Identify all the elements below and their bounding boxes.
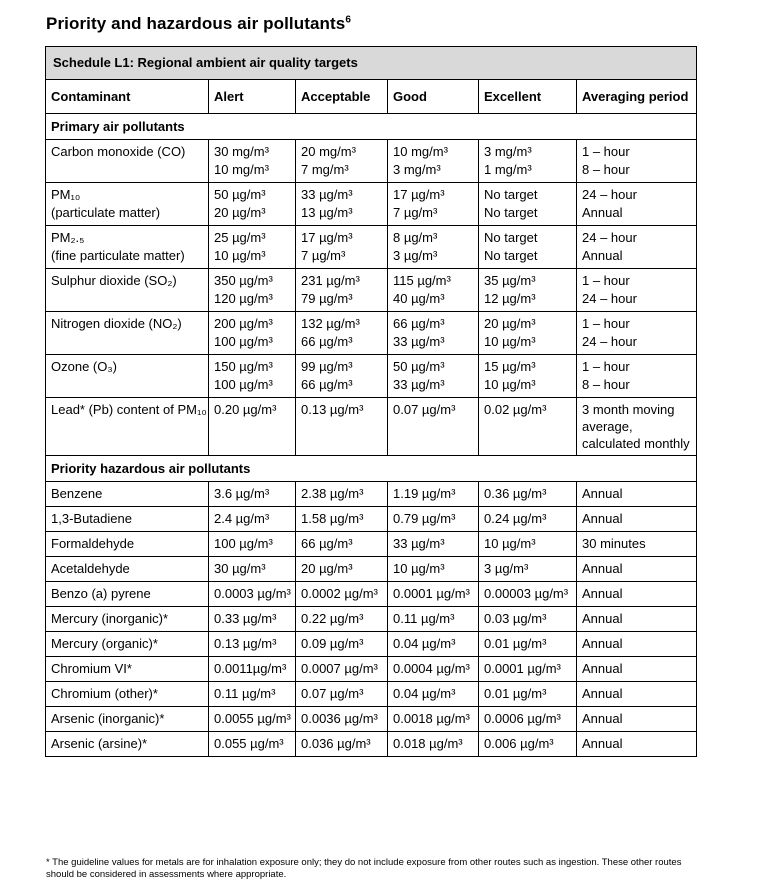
excellent-value: 10 µg/m³ — [484, 536, 536, 551]
alert-value: 0.20 µg/m³ — [214, 402, 277, 417]
excellent-value: 1 mg/m³ — [484, 162, 532, 177]
contaminant-cell — [46, 557, 209, 582]
good-value: 10 µg/m³ — [393, 561, 445, 576]
period-value: Annual — [582, 686, 623, 701]
acceptable-cell — [296, 398, 388, 456]
alert-cell — [209, 507, 296, 532]
good-cell — [388, 532, 479, 557]
good-value: 1.19 µg/m³ — [393, 486, 456, 501]
header-good: Good — [388, 80, 479, 114]
alert-value: 0.0003 µg/m³ — [214, 586, 291, 601]
good-value: 3 mg/m³ — [393, 162, 441, 177]
excellent-value: No target — [484, 205, 538, 220]
alert-cell — [209, 657, 296, 682]
excellent-value: 3 µg/m³ — [484, 561, 529, 576]
alert-value: 30 µg/m³ — [214, 561, 266, 576]
good-cell — [388, 707, 479, 732]
table-row — [46, 657, 697, 682]
acceptable-value: 66 µg/m³ — [301, 334, 353, 349]
acceptable-cell — [296, 507, 388, 532]
alert-value: 0.0055 µg/m³ — [214, 711, 291, 726]
period-cell — [577, 312, 697, 355]
contaminant-value: (particulate matter) — [51, 205, 161, 220]
acceptable-cell — [296, 632, 388, 657]
acceptable-value: 0.0036 µg/m³ — [301, 711, 378, 726]
contaminant-value: Ozone (O₃) — [51, 359, 117, 374]
excellent-cell — [479, 507, 577, 532]
excellent-value: 0.0001 µg/m³ — [484, 661, 561, 676]
section-row — [46, 114, 697, 140]
excellent-value: 0.24 µg/m³ — [484, 511, 547, 526]
good-value: 0.018 µg/m³ — [393, 736, 463, 751]
excellent-value: 10 µg/m³ — [484, 334, 536, 349]
excellent-value: 0.00003 µg/m³ — [484, 586, 569, 601]
section-row — [46, 456, 697, 482]
period-value: Annual — [582, 711, 623, 726]
contaminant-cell — [46, 355, 209, 398]
excellent-value: 0.02 µg/m³ — [484, 402, 547, 417]
acceptable-cell — [296, 732, 388, 757]
period-value: 24 – hour — [582, 334, 637, 349]
period-value: 24 – hour — [582, 230, 637, 245]
excellent-value: 0.006 µg/m³ — [484, 736, 554, 751]
excellent-cell — [479, 632, 577, 657]
acceptable-cell — [296, 482, 388, 507]
contaminant-value: Sulphur dioxide (SO₂) — [51, 273, 177, 288]
good-cell — [388, 269, 479, 312]
excellent-cell — [479, 607, 577, 632]
alert-value: 2.4 µg/m³ — [214, 511, 270, 526]
acceptable-value: 33 µg/m³ — [301, 187, 353, 202]
table-row — [46, 732, 697, 757]
good-cell — [388, 657, 479, 682]
alert-value: 10 µg/m³ — [214, 248, 266, 263]
acceptable-value: 2.38 µg/m³ — [301, 486, 364, 501]
alert-cell — [209, 707, 296, 732]
excellent-cell — [479, 269, 577, 312]
period-value: 3 month moving average, calculated monthly — [582, 402, 690, 451]
period-cell — [577, 582, 697, 607]
contaminant-value: Benzene — [51, 486, 103, 501]
contaminant-value: Arsenic (inorganic)* — [51, 711, 165, 726]
excellent-value: 35 µg/m³ — [484, 273, 536, 288]
period-value: Annual — [582, 586, 623, 601]
good-cell — [388, 607, 479, 632]
alert-cell — [209, 607, 296, 632]
alert-cell — [209, 482, 296, 507]
alert-value: 50 µg/m³ — [214, 187, 266, 202]
excellent-cell — [479, 532, 577, 557]
period-value: 8 – hour — [582, 377, 630, 392]
good-cell — [388, 355, 479, 398]
good-value: 33 µg/m³ — [393, 536, 445, 551]
excellent-cell — [479, 707, 577, 732]
acceptable-value: 17 µg/m³ — [301, 230, 353, 245]
excellent-value: 0.03 µg/m³ — [484, 611, 547, 626]
contaminant-cell — [46, 312, 209, 355]
good-cell — [388, 632, 479, 657]
contaminant-cell — [46, 140, 209, 183]
excellent-cell — [479, 398, 577, 456]
period-cell — [577, 707, 697, 732]
acceptable-cell — [296, 682, 388, 707]
contaminant-value: PM₁₀ — [51, 187, 81, 202]
excellent-cell — [479, 355, 577, 398]
contaminant-value: PM₂.₅ — [51, 230, 85, 245]
period-value: Annual — [582, 511, 623, 526]
period-value: 1 – hour — [582, 273, 630, 288]
excellent-value: 0.0006 µg/m³ — [484, 711, 561, 726]
contaminant-cell — [46, 532, 209, 557]
acceptable-cell — [296, 226, 388, 269]
period-cell — [577, 355, 697, 398]
acceptable-value: 0.07 µg/m³ — [301, 686, 364, 701]
acceptable-cell — [296, 269, 388, 312]
period-cell — [577, 269, 697, 312]
period-cell — [577, 607, 697, 632]
excellent-cell — [479, 140, 577, 183]
acceptable-value: 79 µg/m³ — [301, 291, 353, 306]
good-cell — [388, 582, 479, 607]
table-row — [46, 312, 697, 355]
period-value: Annual — [582, 611, 623, 626]
contaminant-cell — [46, 507, 209, 532]
header-excellent: Excellent — [479, 80, 577, 114]
good-value: 0.07 µg/m³ — [393, 402, 456, 417]
excellent-value: 0.01 µg/m³ — [484, 686, 547, 701]
acceptable-cell — [296, 355, 388, 398]
period-value: Annual — [582, 248, 623, 263]
excellent-value: No target — [484, 248, 538, 263]
acceptable-cell — [296, 582, 388, 607]
alert-cell — [209, 682, 296, 707]
acceptable-value: 0.09 µg/m³ — [301, 636, 364, 651]
good-value: 3 µg/m³ — [393, 248, 438, 263]
period-cell — [577, 682, 697, 707]
table-row — [46, 398, 697, 456]
period-value: 24 – hour — [582, 187, 637, 202]
contaminant-value: Chromium VI* — [51, 661, 132, 676]
alert-cell — [209, 557, 296, 582]
excellent-value: 3 mg/m³ — [484, 144, 532, 159]
contaminant-cell — [46, 398, 209, 456]
table-row — [46, 482, 697, 507]
table-row — [46, 355, 697, 398]
good-cell — [388, 183, 479, 226]
header-row — [46, 80, 697, 114]
table-row — [46, 269, 697, 312]
alert-value: 25 µg/m³ — [214, 230, 266, 245]
contaminant-value: Benzo (a) pyrene — [51, 586, 151, 601]
alert-cell — [209, 269, 296, 312]
good-value: 0.04 µg/m³ — [393, 686, 456, 701]
period-cell — [577, 507, 697, 532]
header-alert: Alert — [209, 80, 296, 114]
alert-value: 100 µg/m³ — [214, 536, 273, 551]
acceptable-value: 231 µg/m³ — [301, 273, 360, 288]
period-value: 1 – hour — [582, 359, 630, 374]
excellent-cell — [479, 557, 577, 582]
alert-cell — [209, 140, 296, 183]
good-cell — [388, 226, 479, 269]
acceptable-cell — [296, 657, 388, 682]
excellent-value: 20 µg/m³ — [484, 316, 536, 331]
excellent-value: No target — [484, 230, 538, 245]
good-value: 115 µg/m³ — [393, 273, 451, 288]
alert-cell — [209, 183, 296, 226]
table-row — [46, 682, 697, 707]
good-value: 0.11 µg/m³ — [393, 611, 455, 626]
good-value: 50 µg/m³ — [393, 359, 445, 374]
contaminant-value: 1,3-Butadiene — [51, 511, 132, 526]
good-cell — [388, 682, 479, 707]
acceptable-cell — [296, 607, 388, 632]
contaminant-cell — [46, 226, 209, 269]
acceptable-value: 7 µg/m³ — [301, 248, 346, 263]
period-cell — [577, 183, 697, 226]
excellent-cell — [479, 183, 577, 226]
alert-value: 0.13 µg/m³ — [214, 636, 277, 651]
excellent-cell — [479, 657, 577, 682]
table-row — [46, 507, 697, 532]
contaminant-cell — [46, 707, 209, 732]
acceptable-value: 0.0007 µg/m³ — [301, 661, 378, 676]
header-contaminant: Contaminant — [46, 80, 209, 114]
contaminant-cell — [46, 482, 209, 507]
excellent-value: 0.01 µg/m³ — [484, 636, 547, 651]
contaminant-value: Mercury (inorganic)* — [51, 611, 169, 626]
period-cell — [577, 557, 697, 582]
good-value: 8 µg/m³ — [393, 230, 438, 245]
table-row — [46, 226, 697, 269]
alert-cell — [209, 732, 296, 757]
good-cell — [388, 482, 479, 507]
alert-cell — [209, 312, 296, 355]
acceptable-value: 20 mg/m³ — [301, 144, 356, 159]
contaminant-value: Mercury (organic)* — [51, 636, 158, 651]
contaminant-cell — [46, 269, 209, 312]
period-value: 8 – hour — [582, 162, 630, 177]
period-cell — [577, 532, 697, 557]
alert-value: 3.6 µg/m³ — [214, 486, 270, 501]
acceptable-value: 66 µg/m³ — [301, 536, 353, 551]
good-value: 0.04 µg/m³ — [393, 636, 456, 651]
acceptable-value: 0.22 µg/m³ — [301, 611, 364, 626]
alert-value: 0.11 µg/m³ — [214, 686, 276, 701]
table-row — [46, 183, 697, 226]
excellent-cell — [479, 582, 577, 607]
period-value: Annual — [582, 661, 623, 676]
period-cell — [577, 732, 697, 757]
acceptable-cell — [296, 140, 388, 183]
excellent-cell — [479, 482, 577, 507]
acceptable-value: 20 µg/m³ — [301, 561, 353, 576]
contaminant-cell — [46, 607, 209, 632]
contaminant-value: Formaldehyde — [51, 536, 135, 551]
period-cell — [577, 632, 697, 657]
contaminant-value: Acetaldehyde — [51, 561, 130, 576]
excellent-value: No target — [484, 187, 538, 202]
alert-cell — [209, 532, 296, 557]
good-cell — [388, 557, 479, 582]
acceptable-value: 132 µg/m³ — [301, 316, 360, 331]
good-value: 40 µg/m³ — [393, 291, 445, 306]
alert-value: 350 µg/m³ — [214, 273, 273, 288]
contaminant-value: Chromium (other)* — [51, 686, 158, 701]
alert-value: 200 µg/m³ — [214, 316, 273, 331]
title-footnote-marker: 6 — [345, 14, 352, 26]
period-value: 30 minutes — [582, 536, 646, 551]
period-value: 1 – hour — [582, 316, 630, 331]
good-cell — [388, 732, 479, 757]
acceptable-value: 66 µg/m³ — [301, 377, 353, 392]
good-value: 10 mg/m³ — [393, 144, 448, 159]
header-acceptable: Acceptable — [296, 80, 388, 114]
alert-value: 100 µg/m³ — [214, 334, 273, 349]
contaminant-cell — [46, 632, 209, 657]
acceptable-value: 99 µg/m³ — [301, 359, 353, 374]
period-value: 1 – hour — [582, 144, 630, 159]
alert-cell — [209, 398, 296, 456]
excellent-cell — [479, 732, 577, 757]
acceptable-value: 1.58 µg/m³ — [301, 511, 364, 526]
acceptable-value: 0.13 µg/m³ — [301, 402, 364, 417]
period-cell — [577, 140, 697, 183]
contaminant-cell — [46, 582, 209, 607]
table-row — [46, 532, 697, 557]
alert-value: 30 mg/m³ — [214, 144, 269, 159]
excellent-cell — [479, 226, 577, 269]
contaminant-cell — [46, 183, 209, 226]
contaminant-value: Carbon monoxide (CO) — [51, 144, 186, 159]
acceptable-cell — [296, 183, 388, 226]
alert-cell — [209, 632, 296, 657]
alert-value: 0.0011µg/m³ — [214, 661, 287, 676]
period-value: 24 – hour — [582, 291, 637, 306]
period-value: Annual — [582, 486, 623, 501]
table-row — [46, 632, 697, 657]
alert-cell — [209, 355, 296, 398]
good-value: 0.79 µg/m³ — [393, 511, 456, 526]
alert-cell — [209, 226, 296, 269]
period-value: Annual — [582, 205, 623, 220]
good-cell — [388, 140, 479, 183]
alert-cell — [209, 582, 296, 607]
table-row — [46, 140, 697, 183]
excellent-value: 0.36 µg/m³ — [484, 486, 547, 501]
header-averaging-period: Averaging period — [577, 80, 697, 114]
air-quality-targets-table — [45, 46, 697, 757]
excellent-cell — [479, 312, 577, 355]
alert-value: 0.33 µg/m³ — [214, 611, 277, 626]
good-value: 66 µg/m³ — [393, 316, 445, 331]
alert-value: 100 µg/m³ — [214, 377, 273, 392]
table-row — [46, 707, 697, 732]
acceptable-value: 0.036 µg/m³ — [301, 736, 371, 751]
acceptable-cell — [296, 707, 388, 732]
acceptable-value: 13 µg/m³ — [301, 205, 353, 220]
acceptable-cell — [296, 312, 388, 355]
contaminant-cell — [46, 682, 209, 707]
good-cell — [388, 398, 479, 456]
period-cell — [577, 226, 697, 269]
alert-value: 10 mg/m³ — [214, 162, 269, 177]
contaminant-cell — [46, 732, 209, 757]
good-value: 0.0001 µg/m³ — [393, 586, 470, 601]
period-value: Annual — [582, 736, 623, 751]
period-value: Annual — [582, 561, 623, 576]
contaminant-value: Lead* (Pb) content of PM₁₀ — [51, 402, 207, 417]
page-title — [46, 14, 351, 34]
page-title-text: Priority and hazardous air pollutants — [46, 14, 346, 33]
alert-value: 120 µg/m³ — [214, 291, 273, 306]
excellent-value: 12 µg/m³ — [484, 291, 536, 306]
good-cell — [388, 507, 479, 532]
acceptable-cell — [296, 532, 388, 557]
contaminant-cell — [46, 657, 209, 682]
table-row — [46, 607, 697, 632]
period-cell — [577, 398, 697, 456]
good-value: 33 µg/m³ — [393, 377, 445, 392]
acceptable-cell — [296, 557, 388, 582]
period-cell — [577, 657, 697, 682]
table-row — [46, 582, 697, 607]
alert-value: 150 µg/m³ — [214, 359, 273, 374]
good-value: 0.0018 µg/m³ — [393, 711, 470, 726]
excellent-cell — [479, 682, 577, 707]
table-row — [46, 557, 697, 582]
contaminant-value: Arsenic (arsine)* — [51, 736, 148, 751]
contaminant-value: Nitrogen dioxide (NO₂) — [51, 316, 182, 331]
good-value: 33 µg/m³ — [393, 334, 445, 349]
acceptable-value: 0.0002 µg/m³ — [301, 586, 378, 601]
excellent-value: 15 µg/m³ — [484, 359, 536, 374]
section-title: Priority hazardous air pollutants — [46, 456, 697, 482]
good-value: 7 µg/m³ — [393, 205, 438, 220]
period-cell — [577, 482, 697, 507]
table-body — [46, 47, 697, 757]
good-cell — [388, 312, 479, 355]
acceptable-value: 7 mg/m³ — [301, 162, 349, 177]
excellent-value: 10 µg/m³ — [484, 377, 536, 392]
schedule-title-row — [46, 47, 697, 80]
period-value: Annual — [582, 636, 623, 651]
section-title: Primary air pollutants — [46, 114, 697, 140]
good-value: 0.0004 µg/m³ — [393, 661, 470, 676]
alert-value: 20 µg/m³ — [214, 205, 266, 220]
contaminant-value: (fine particulate matter) — [51, 248, 185, 263]
schedule-title: Schedule L1: Regional ambient air quality targets — [46, 47, 697, 80]
alert-value: 0.055 µg/m³ — [214, 736, 284, 751]
good-value: 17 µg/m³ — [393, 187, 445, 202]
footnote: * The guideline values for metals are for inhalation exposure only; they do not include exposure from other routes such as ingestion. These other routes should be considered in assessments where appropriate. — [46, 857, 682, 880]
